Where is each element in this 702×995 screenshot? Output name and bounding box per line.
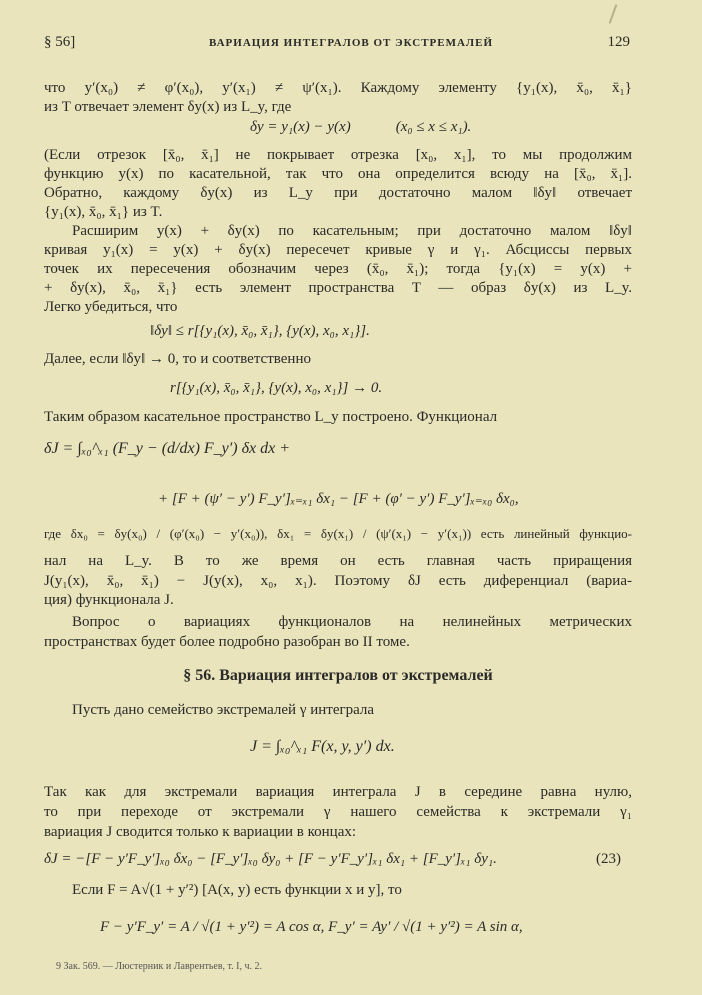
text-line: Расширим y(x) + δy(x) по касательным; при достаточно малом ‖δy‖ — [72, 223, 632, 239]
formula: r[{y₁(x), x̄₀, x̄₁}, {y(x), x₀, x₁}] → 0. — [170, 380, 383, 396]
text-line: Если F = A√(1 + y′²) [A(x, y) есть функции x и y], то — [72, 882, 402, 898]
formula: δJ = ∫ₓ₀^ₓ₁ (F_y − (d/dx) F_y′) δx dx + — [44, 440, 291, 457]
text-line: (Если отрезок [x̄₀, x̄₁] не покрывает отрезка [x₀, x₁], то мы продолжим — [44, 147, 632, 163]
text-line: нал на L_y. В то же время он есть главная часть приращения — [44, 553, 632, 569]
section-heading: § 56. Вариация интегралов от экстремалей — [183, 667, 493, 684]
text-line: функцию y(x) по касательной, так что она определится всюду на [x̄₀, x̄₁]. — [44, 166, 632, 182]
text-line: то при переходе от экстремали γ нашего семейства к экстремали γ₁ — [44, 804, 632, 820]
text-line: Далее, если ‖δy‖ → 0, то и соответственно — [44, 351, 311, 367]
text-line: что y′(x₀) ≠ φ′(x₀), y′(x₁) ≠ ψ′(x₁). Каждому элементу {y₁(x), x̄₀, x̄₁} — [44, 80, 632, 96]
text-line: из T отвечает элемент δy(x) из L_y, где — [44, 99, 292, 115]
formula: ‖δy‖ ≤ r[{y₁(x), x̄₀, x̄₁}, {y(x), x₀, x₁}]. — [150, 323, 370, 339]
text-line: J(y₁(x), x̄₀, x̄₁) − J(y(x), x₀, x₁). Поэтому δJ есть диференциал (вариа- — [44, 573, 632, 589]
text-line: вариация J сводится только к вариации в концах: — [44, 824, 357, 840]
section-reference: § 56] — [44, 34, 76, 50]
text-line: точек их пересечения обозначим через (x̄₀, x̄₁); тогда {y₁(x) = y(x) + — [44, 261, 632, 277]
text-line: Так как для экстремали вариация интеграла J в середине равна нулю, — [44, 784, 632, 800]
text-line: Таким образом касательное пространство L_y построено. Функционал — [44, 409, 498, 425]
text-line: {y₁(x), x̄₀, x̄₁} из T. — [44, 204, 163, 220]
text-line: кривая y₁(x) = y(x) + δy(x) пересечет кривые γ и γ₁. Абсциссы первых — [44, 242, 632, 258]
text-line: ция) функционала J. — [44, 592, 174, 608]
page-number: 129 — [607, 34, 630, 50]
text-line: Пусть дано семейство экстремалей γ интеграла — [72, 702, 375, 718]
running-title: ВАРИАЦИЯ ИНТЕГРАЛОВ ОТ ЭКСТРЕМАЛЕЙ — [208, 37, 494, 49]
text-line: + δy(x), x̄₀, x̄₁} есть элемент пространства T — образ δy(x) из L_y. — [44, 280, 632, 296]
formula: F − y′F_y′ = A / √(1 + y′²) = A cos α, F_y′ = Ay′ / √(1 + y′²) = A sin α, — [100, 919, 523, 935]
scan-mark — [609, 4, 618, 23]
equation-number: (23) — [596, 851, 621, 867]
formula: + [F + (ψ′ − y′) F_y′]ₓ₌ₓ₁ δx₁ − [F + (φ′ − y′) F_y′]ₓ₌ₓ₀ δx₀, — [158, 491, 519, 507]
text-line: где δx₀ = δy(x₀) / (φ′(x₀) − y′(x₀)), δx₁ = δy(x₁) / (ψ′(x₁) − y′(x₁)) есть линейный функцио- — [44, 526, 632, 541]
text-line: Обратно, каждому δy(x) из L_y при достаточно малом ‖δy‖ отвечает — [44, 185, 632, 201]
text-line: Легко убедиться, что — [44, 299, 178, 315]
formula: J = ∫ₓ₀^ₓ₁ F(x, y, y′) dx. — [250, 738, 395, 755]
footnote: 9 Зак. 569. — Люстерник и Лаврентьев, т. I, ч. 2. — [56, 961, 263, 972]
formula: δJ = −[F − y′F_y′]ₓ₀ δx₀ − [F_y′]ₓ₀ δy₀ + [F − y′F_y′]ₓ₁ δx₁ + [F_y′]ₓ₁ δy₁. — [44, 851, 497, 867]
formula: δy = y₁(x) − y(x) (x₀ ≤ x ≤ x₁). — [250, 119, 472, 135]
text-line: Вопрос о вариациях функционалов на нелинейных метрических — [72, 614, 632, 630]
text-line: пространствах будет более подробно разобран во II томе. — [44, 634, 410, 650]
